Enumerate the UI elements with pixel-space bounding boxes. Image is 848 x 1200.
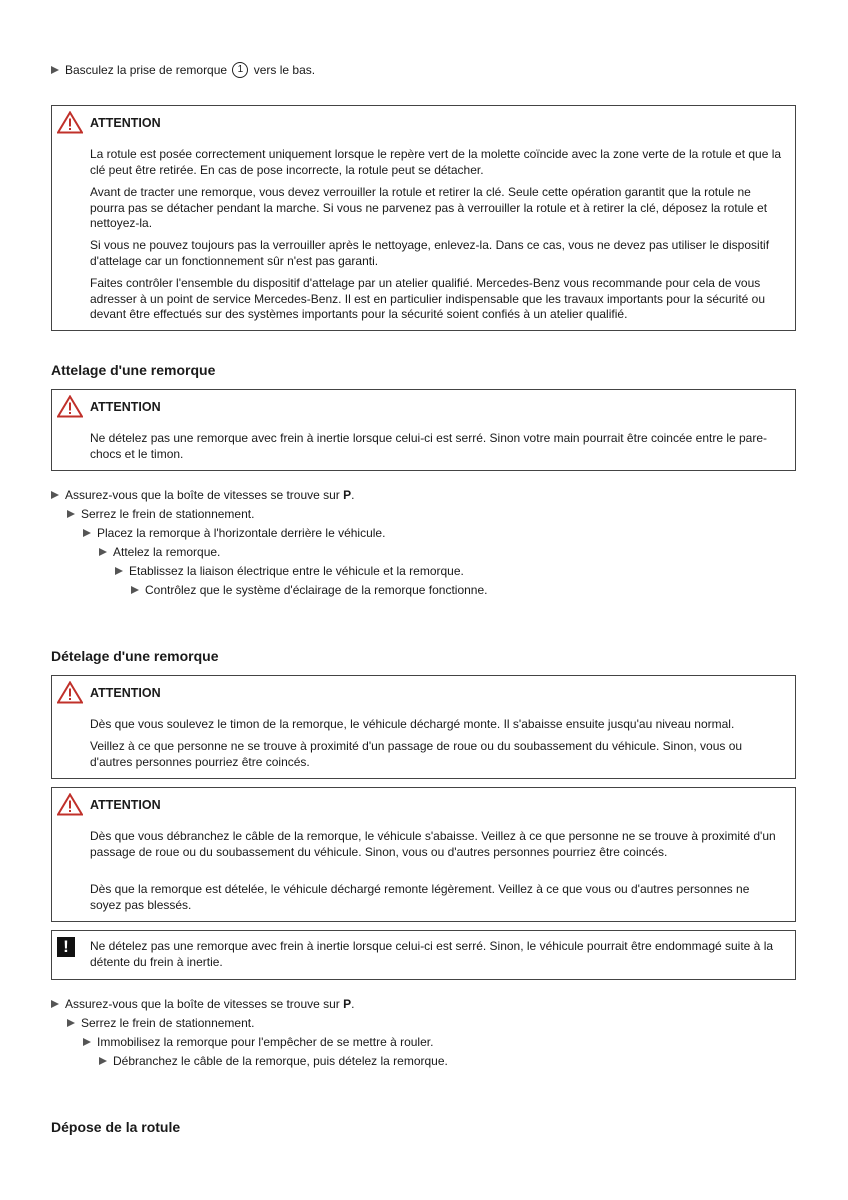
warning-paragraph: Faites contrôler l'ensemble du dispositif d'attelage par un atelier qualifié. Mercedes-Benz vous recommande pour cela de vous adresser à un point de service Mercedes-Benz. Il est en particulier indispensable que les travaux importants pour la sécurité ou devant être effectués sur des systèmes importants pour la sécurité soient confiés à un atelier qualifié. — [90, 276, 766, 322]
attelage-step-3 — [83, 526, 385, 541]
intro-step — [51, 62, 315, 78]
warning-box-rotule — [51, 105, 796, 331]
step-text: Immobilisez la remorque pour l'empêcher de se mettre à rouler. — [97, 1035, 434, 1049]
warning-paragraph: Avant de tracter une remorque, vous devez verrouiller la rotule et retirer la clé. Seule cette opération garantit que la rotule ne pourra pas se détacher pendant la marche. Si vous ne parvenez pas à verrouiller la rotule et à retirer la clé, déposez la rotule et nettoyez-la. — [90, 185, 768, 231]
warning-triangle-icon — [57, 793, 83, 816]
step-text: Serrez le frein de stationnement. — [81, 1016, 255, 1030]
detelage-step-2 — [67, 1016, 254, 1031]
step-text: Attelez la remorque. — [113, 545, 221, 559]
detelage-step-1 — [51, 997, 355, 1012]
notice-box — [51, 930, 796, 980]
warning-paragraph: La rotule est posée correctement uniquement lorsque le repère vert de la molette coïncide avec la zone verte de la rotule et que la clé peut être retirée. En cas de pose incorrecte, la rotule peut se détacher. — [90, 147, 782, 177]
attelage-step-4 — [99, 545, 220, 560]
warning-heading: ATTENTION — [90, 116, 161, 130]
arrow-right-icon — [51, 66, 59, 74]
step-text: Assurez-vous que la boîte de vitesses se trouve sur — [65, 997, 344, 1011]
warning-box-detelage-b — [51, 787, 796, 922]
step-text: Contrôlez que le système d'éclairage de la remorque fonctionne. — [145, 583, 488, 597]
arrow-right-icon — [67, 1019, 75, 1027]
arrow-right-icon — [131, 586, 139, 594]
arrow-right-icon — [51, 1000, 59, 1008]
attelage-step-6 — [131, 583, 488, 598]
detelage-step-3 — [83, 1035, 433, 1050]
warning-heading: ATTENTION — [90, 400, 161, 414]
step-text: Débranchez le câble de la remorque, puis dételez la remorque. — [113, 1054, 448, 1068]
attelage-step-2 — [67, 507, 254, 522]
step-text-end: vers le bas. — [250, 63, 316, 77]
step-text: Assurez-vous que la boîte de vitesses se trouve sur — [65, 488, 344, 502]
step-text-end: . — [351, 997, 355, 1011]
notice-text: Ne dételez pas une remorque avec frein à inertie lorsque celui-ci est serré. Sinon, le véhicule pourrait être endommagé suite à la détente du frein à inertie. — [90, 939, 774, 969]
arrow-right-icon — [83, 1038, 91, 1046]
attelage-step-5 — [115, 564, 464, 579]
warning-triangle-icon — [57, 395, 83, 418]
detelage-step-4 — [99, 1054, 448, 1069]
arrow-right-icon — [51, 491, 59, 499]
attelage-step-1 — [51, 488, 355, 503]
warning-triangle-icon — [57, 111, 83, 134]
warning-box-attelage — [51, 389, 796, 471]
warning-box-detelage-a — [51, 675, 796, 779]
step-text: Basculez la prise de remorque — [65, 63, 231, 77]
warning-heading: ATTENTION — [90, 686, 161, 700]
step-text-end: . — [351, 488, 355, 502]
step-text: Serrez le frein de stationnement. — [81, 507, 255, 521]
exclamation-icon: ! — [57, 937, 75, 957]
step-text: Placez la remorque à l'horizontale derrière le véhicule. — [97, 526, 386, 540]
section-title-depose: Dépose de la rotule — [51, 1119, 181, 1135]
warning-paragraph: Dès que la remorque est dételée, le véhicule déchargé remonte légèrement. Veillez à ce que vous ou d'autres personnes ne soyez pas blessés. — [90, 882, 750, 912]
gear-position: P — [343, 488, 352, 502]
section-title-detelage: Dételage d'une remorque — [51, 648, 219, 664]
section-title-attelage: Attelage d'une remorque — [51, 362, 216, 378]
warning-paragraph: Veillez à ce que personne ne se trouve à proximité d'un passage de roue ou du soubassement du véhicule. Sinon, vous ou d'autres personnes pourriez être coincés. — [90, 739, 743, 769]
arrow-right-icon — [83, 529, 91, 537]
warning-paragraph: Si vous ne pouvez toujours pas la verrouiller après le nettoyage, enlevez-la. Dans ce cas, vous ne devez pas utiliser le dispositif d'attelage car un fonctionnement sûr n'est pas garanti. — [90, 238, 770, 268]
arrow-right-icon — [99, 548, 107, 556]
step-text: Etablissez la liaison électrique entre le véhicule et la remorque. — [129, 564, 464, 578]
warning-heading: ATTENTION — [90, 798, 161, 812]
arrow-right-icon — [115, 567, 123, 575]
arrow-right-icon — [67, 510, 75, 518]
warning-paragraph: Dès que vous soulevez le timon de la remorque, le véhicule déchargé monte. Il s'abaisse ensuite jusqu'au niveau normal. — [90, 717, 735, 731]
warning-triangle-icon — [57, 681, 83, 704]
gear-position: P — [343, 997, 352, 1011]
warning-paragraph: Dès que vous débranchez le câble de la remorque, le véhicule s'abaisse. Veillez à ce que personne ne se trouve à proximité d'un passage de roue ou du soubassement du véhicule. Sinon, vous ou d'autres personnes pourriez être coincés. — [90, 829, 776, 859]
warning-paragraph: Ne dételez pas une remorque avec frein à inertie lorsque celui-ci est serré. Sinon votre main pourrait être coincée entre le pare-chocs et le timon. — [90, 431, 768, 461]
arrow-right-icon — [99, 1057, 107, 1065]
circled-number-1-icon: 1 — [232, 62, 248, 78]
